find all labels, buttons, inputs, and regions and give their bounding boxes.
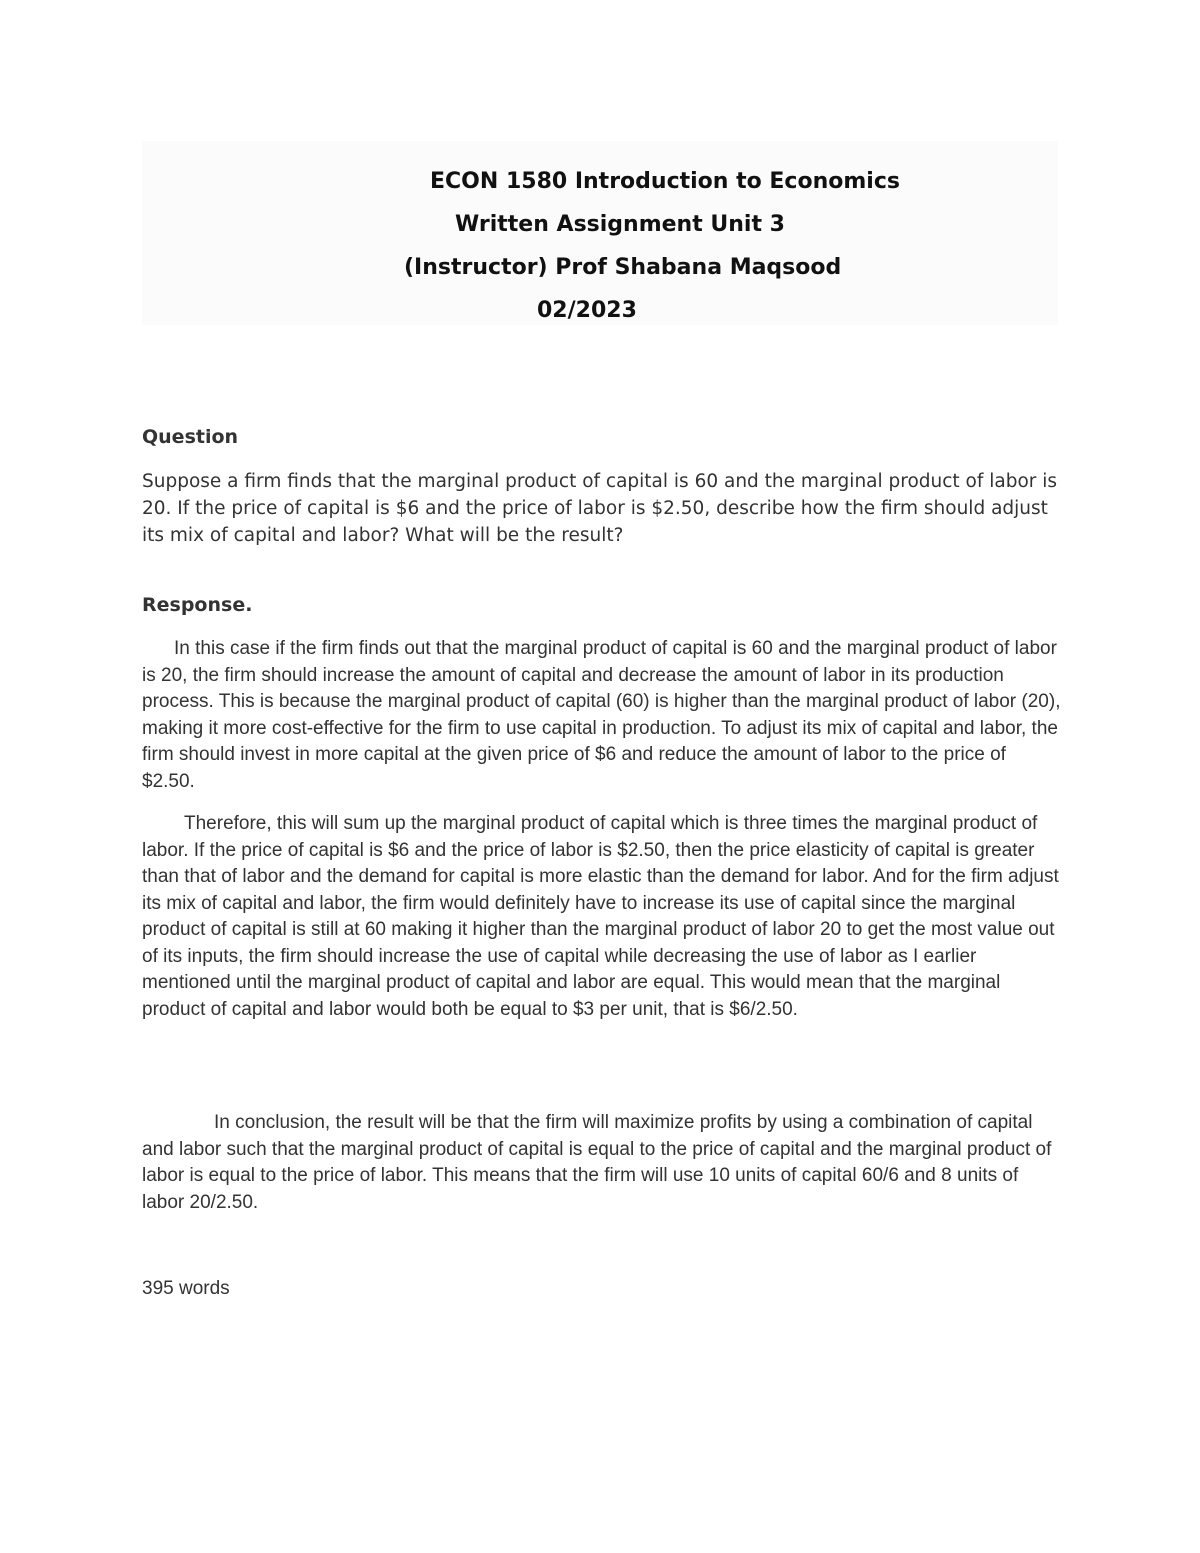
question-heading: Question: [142, 426, 239, 448]
response-paragraph-2: Therefore, this will sum up the marginal product of capital which is three times the marginal product of labor. If the price of capital is $6 and the price of labor is $2.50, then the price elasticity of capital is greater than that of labor and the demand for capital is more elastic than the demand for labor. And for the firm adjust its mix of capital and labor, the firm would definitely have to increase its use of capital since the marginal product of capital is still at 60 making it higher than the marginal product of labor 20 to get the most value out of its inputs, the firm should increase the use of capital while decreasing the use of labor as I earlier mentioned until the marginal product of capital and labor are equal. This would mean that the marginal product of capital and labor would both be equal to $3 per unit, that is $6/2.50.: [142, 813, 1059, 1020]
instructor-name: (Instructor) Prof Shabana Maqsood: [404, 255, 842, 280]
assignment-title: Written Assignment Unit 3: [455, 212, 785, 237]
response-heading: Response.: [142, 594, 253, 616]
conclusion-paragraph: In conclusion, the result will be that the firm will maximize profits by using a combination of capital and labor such that the marginal product of capital is equal to the price of capital and the marginal product of labor is equal to the price of labor. This means that the firm will use 10 units of capital 60/6 and 8 units of labor 20/2.50.: [142, 1112, 1052, 1213]
response-paragraph-1: In this case if the firm finds out that the marginal product of capital is 60 and the marginal product of labor is 20, the firm should increase the amount of capital and decrease the amount of labor in its production process. This is because the marginal product of capital (60) is higher than the marginal product of labor (20), making it more cost-effective for the firm to use capital in production. To adjust its mix of capital and labor, the firm should invest in more capital at the given price of $6 and reduce the amount of labor to the price of $2.50.: [142, 638, 1061, 792]
title-block: [142, 141, 1058, 325]
assignment-date: 02/2023: [537, 298, 637, 323]
question-text: Suppose a firm finds that the marginal product of capital is 60 and the marginal product of labor is 20. If the price of capital is $6 and the price of labor is $2.50, describe how the firm should adjust its mix of capital and labor? What will be the result?: [142, 471, 1058, 546]
word-count: 395 words: [142, 1278, 230, 1299]
course-title: ECON 1580 Introduction to Economics: [430, 169, 900, 194]
